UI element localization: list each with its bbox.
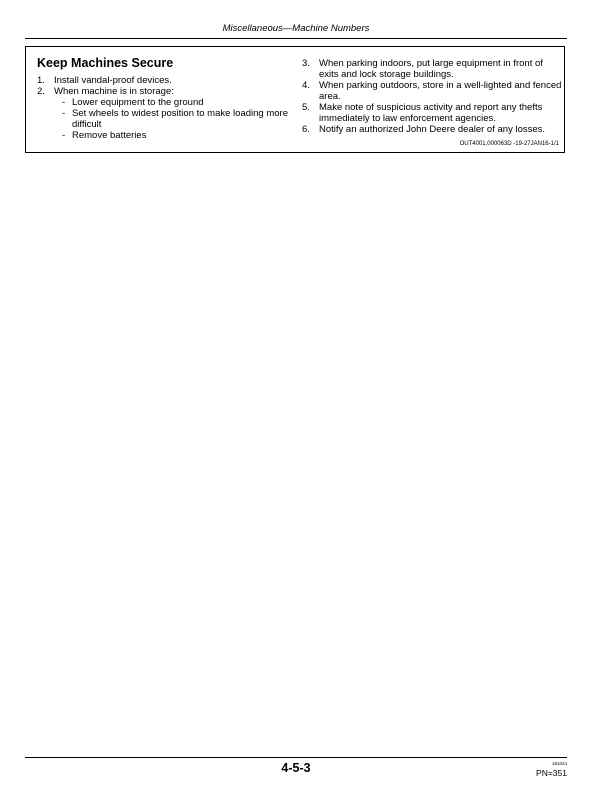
dash-bullet: - [62,130,66,141]
section-keep-machines-secure [25,46,565,153]
item-number: 2. [37,86,45,97]
list-item [302,102,562,124]
running-header: Miscellaneous—Machine Numbers [222,23,370,34]
list-item [37,75,307,86]
header-divider [25,38,567,39]
sub-list-item [37,108,307,130]
footer-code: 181024 [551,761,567,766]
item-text: Make note of suspicious activity and report any thefts immediately to law enforcement agencies. [319,102,543,124]
item-number: 6. [302,124,310,135]
left-column [37,75,307,141]
sub-list-item [37,130,307,141]
sub-item-text: Lower equipment to the ground [72,97,204,108]
list-item [302,58,562,80]
footer-divider [25,757,567,758]
dash-bullet: - [62,108,66,119]
sub-item-text: Set wheels to widest position to make loading more difficult [72,108,288,130]
item-number: 3. [302,58,310,69]
item-text: When parking outdoors, store in a well-lighted and fenced area. [319,80,562,102]
item-text: Notify an authorized John Deere dealer of any losses. [319,124,546,135]
dash-bullet: - [62,97,66,108]
item-text: When machine is in storage: [54,86,174,97]
list-item [302,80,562,102]
item-number: 1. [37,75,45,86]
item-text: When parking indoors, put large equipment in front of exits and lock storage buildings. [319,58,543,80]
item-text: Install vandal-proof devices. [54,75,172,86]
section-title: Keep Machines Secure [37,56,174,70]
sub-list-item [37,97,307,108]
right-column [302,58,562,135]
sub-item-text: Remove batteries [72,130,147,141]
item-number: 5. [302,102,310,113]
item-number: 4. [302,80,310,91]
list-item [302,124,562,135]
footer-pn: PN=351 [536,768,567,778]
document-reference: OUT4001,000063D -19-27JAN16-1/1 [459,141,559,147]
page-number: 4-5-3 [281,761,311,775]
list-item [37,86,307,97]
